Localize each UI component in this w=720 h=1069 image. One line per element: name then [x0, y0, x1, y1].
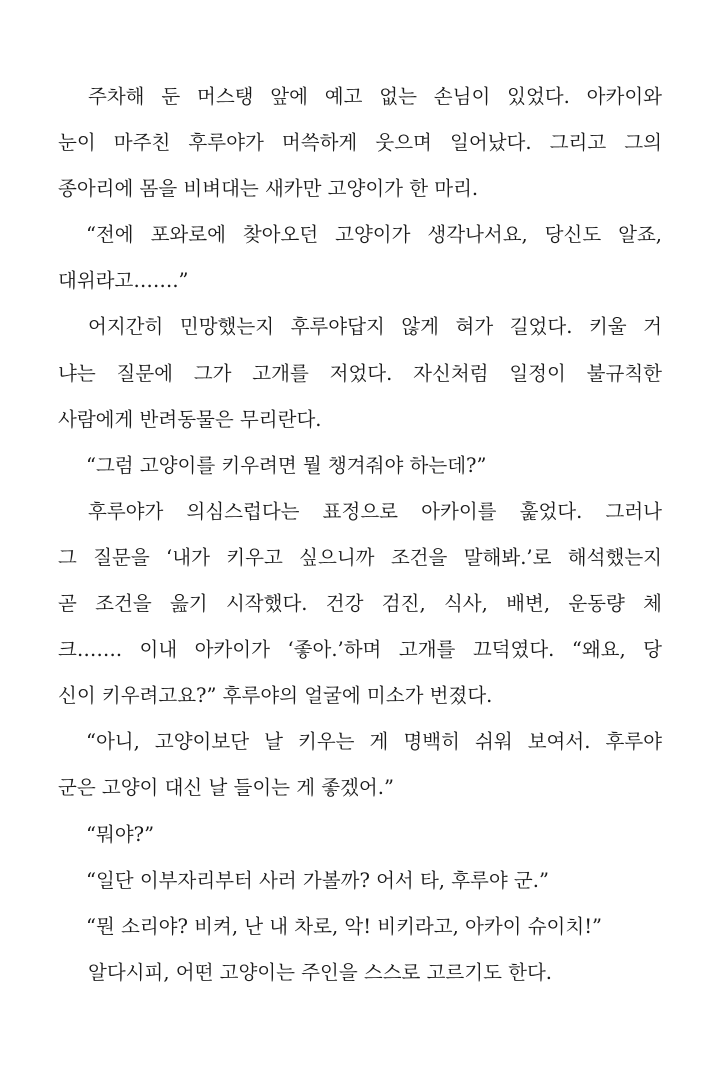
- text-line-3: 종아리에 몸을 비벼대는 새카만 고양이가 한 마리.: [58, 177, 479, 201]
- text-line-16: 군은 고양이 대신 날 들이는 게 좋겠어.”: [58, 776, 394, 800]
- text-line-9: “그럼 고양이를 키우려면 뭘 챙겨줘야 하는데?”: [86, 453, 487, 477]
- text-line-14: 신이 키우려고요?” 후루야의 얼굴에 미소가 번졌다.: [58, 684, 493, 708]
- text-line-2: 눈이 마주친 후루야가 머쓱하게 웃으며 일어났다. 그리고 그의: [58, 131, 662, 155]
- text-line-5: 대위라고…….”: [58, 269, 189, 293]
- text-line-18: “일단 이부자리부터 사러 가볼까? 어서 타, 후루야 군.”: [86, 868, 549, 892]
- text-line-20: 알다시피, 어떤 고양이는 주인을 스스로 고르기도 한다.: [88, 960, 553, 984]
- text-line-12: 곧 조건을 읊기 시작했다. 건강 검진, 식사, 배변, 운동량 체: [58, 592, 662, 616]
- text-line-17: “뭐야?”: [86, 822, 155, 846]
- text-line-13: 크……. 이내 아카이가 ‘좋아.’하며 고개를 끄덕였다. “왜요, 당: [58, 638, 662, 662]
- text-line-6: 어지간히 민망했는지 후루야답지 않게 혀가 길었다. 키울 거: [88, 315, 662, 339]
- text-line-19: “뭔 소리야? 비켜, 난 내 차로, 악! 비키라고, 아카이 슈이치!”: [86, 914, 603, 938]
- text-line-10: 후루야가 의심스럽다는 표정으로 아카이를 훑었다. 그러나: [88, 499, 662, 523]
- text-line-15: “아니, 고양이보단 날 키우는 게 명백히 쉬워 보여서. 후루야: [86, 730, 662, 754]
- text-line-7: 냐는 질문에 그가 고개를 저었다. 자신처럼 일정이 불규칙한: [58, 361, 662, 385]
- text-line-11: 그 질문을 ‘내가 키우고 싶으니까 조건을 말해봐.’로 해석했는지: [58, 545, 662, 569]
- text-line-8: 사람에게 반려동물은 무리란다.: [58, 407, 322, 431]
- text-line-4: “전에 포와로에 찾아오던 고양이가 생각나서요, 당신도 알죠,: [86, 223, 662, 247]
- document-page: [58, 74, 662, 996]
- text-line-1: 주차해 둔 머스탱 앞에 예고 없는 손님이 있었다. 아카이와: [88, 85, 662, 108]
